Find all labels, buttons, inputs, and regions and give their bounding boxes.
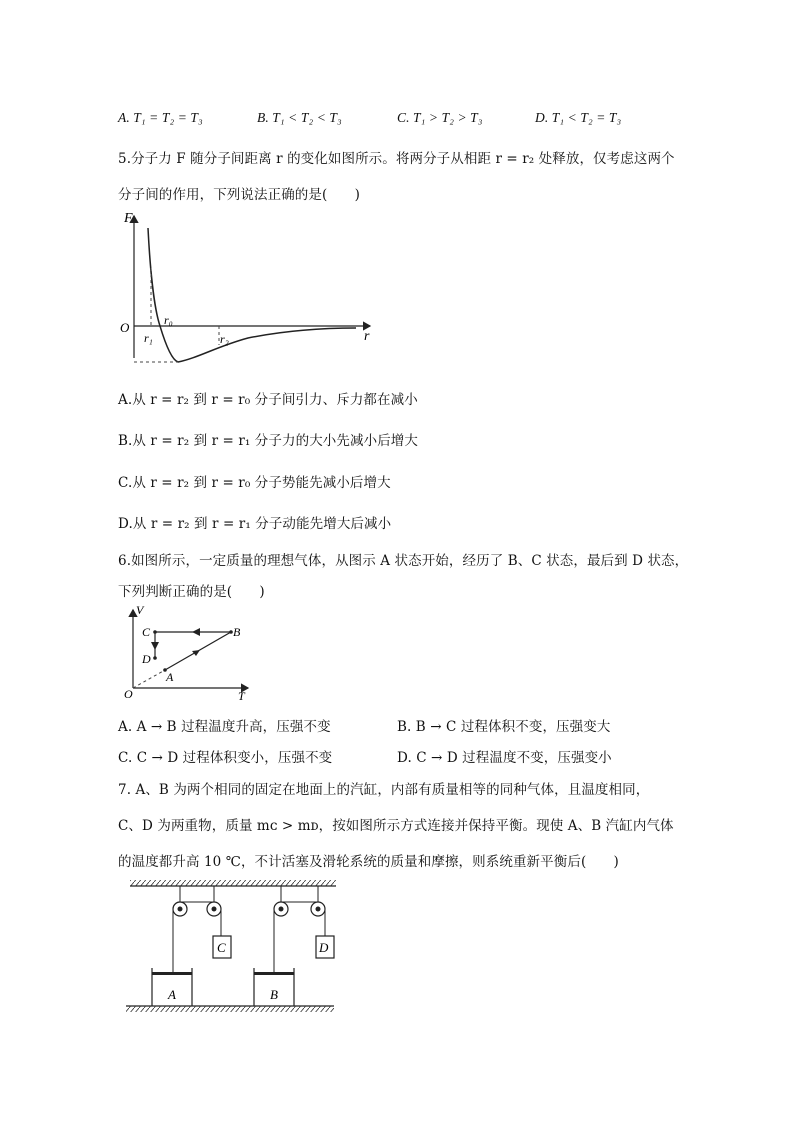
piston-b [254, 972, 294, 975]
left-pulley1-hub [178, 907, 183, 912]
q6-stem-line2: 下列判断正确的是( ) [118, 584, 265, 600]
q7-stem-line3: 的温度都升高 10 ℃，不计活塞及滑轮系统的质量和摩擦，则系统重新平衡后( ) [118, 854, 619, 870]
q5-origin-label: O [120, 320, 130, 335]
q5-y-label: F [124, 211, 133, 226]
right-pulley1-hub [279, 907, 284, 912]
q5-x-label: r [364, 329, 370, 344]
q6-dashed-extension [133, 670, 165, 688]
q6-label-a: A [166, 670, 174, 684]
q6-arrow-b-to-c [192, 628, 200, 636]
q5-force-distance-graph [118, 208, 378, 368]
q5-stem-line2: 分子间的作用，下列说法正确的是( ) [118, 187, 360, 203]
cylinder-b-label: B [270, 987, 278, 1002]
q6-label-b: B [233, 625, 241, 639]
q6-point-d [153, 656, 157, 660]
q6-label-d: D [142, 652, 151, 666]
q4-option-b: B. T₁ < T₂ < T₃ [257, 110, 342, 125]
q5-option-a: A.从 r = r₂ 到 r = r₀ 分子间引力、斥力都在减小 [118, 392, 418, 408]
q6-origin-label: O [124, 687, 133, 701]
q4-option-c: C. T₁ > T₂ > T₃ [397, 110, 483, 125]
q5-option-b: B.从 r = r₂ 到 r = r₁ 分子力的大小先减小后增大 [118, 433, 419, 449]
weight-c-label: C [217, 940, 226, 955]
ceiling-hatch [130, 880, 336, 886]
q5-r2-label: r₂ [220, 332, 229, 346]
q7-pulley-cylinder-figure [124, 876, 344, 1016]
ground-hatch [126, 1006, 334, 1012]
q7-stem-line1: 7. A、B 为两个相同的固定在地面上的汽缸，内部有质量相等的同种气体，且温度相同， [118, 782, 650, 798]
q5-option-d: D.从 r = r₂ 到 r = r₁ 分子动能先增大后减小 [118, 516, 392, 532]
q6-volume-temperature-graph [122, 603, 262, 703]
q4-option-a: A. T₁ = T₂ = T₃ [118, 110, 203, 125]
q5-stem-line1: 5.分子力 F 随分子间距离 r 的变化如图所示。将两分子从相距 r = r₂ 处释放，仅考虑这两个 [118, 151, 675, 167]
q6-point-c [153, 630, 157, 634]
weight-d-label: D [319, 940, 329, 955]
q6-arrow-c-to-d [151, 642, 159, 650]
q6-x-label: T [238, 689, 245, 703]
q6-option-b: B. B → C 过程体积不变，压强变大 [397, 719, 611, 735]
q6-arrow-a-to-b [192, 650, 200, 656]
q5-force-curve [148, 228, 356, 362]
q6-stem-line1: 6.如图所示，一定质量的理想气体，从图示 A 状态开始，经历了 B、C 状态，最后到 D 状态， [118, 553, 689, 569]
q6-label-c: C [142, 625, 151, 639]
q5-r0-label: r₀ [164, 313, 173, 327]
right-pulley2-hub [316, 907, 321, 912]
q4-option-d: D. T₁ < T₂ = T₃ [535, 110, 622, 125]
left-pulley2-hub [212, 907, 217, 912]
q6-y-label: V [136, 603, 144, 617]
cylinder-a-label: A [168, 987, 176, 1002]
q5-r1-label: r₁ [144, 331, 153, 345]
q6-option-c: C. C → D 过程体积变小，压强不变 [118, 750, 333, 766]
q6-option-d: D. C → D 过程温度不变，压强变小 [397, 750, 612, 766]
q6-option-a: A. A → B 过程温度升高，压强不变 [118, 719, 331, 735]
q7-stem-line2: C、D 为两重物，质量 mᴄ > mᴅ，按如图所示方式连接并保持平衡。现使 A、B 汽缸内气体 [118, 818, 674, 834]
q5-option-c: C.从 r = r₂ 到 r = r₀ 分子势能先减小后增大 [118, 475, 391, 491]
